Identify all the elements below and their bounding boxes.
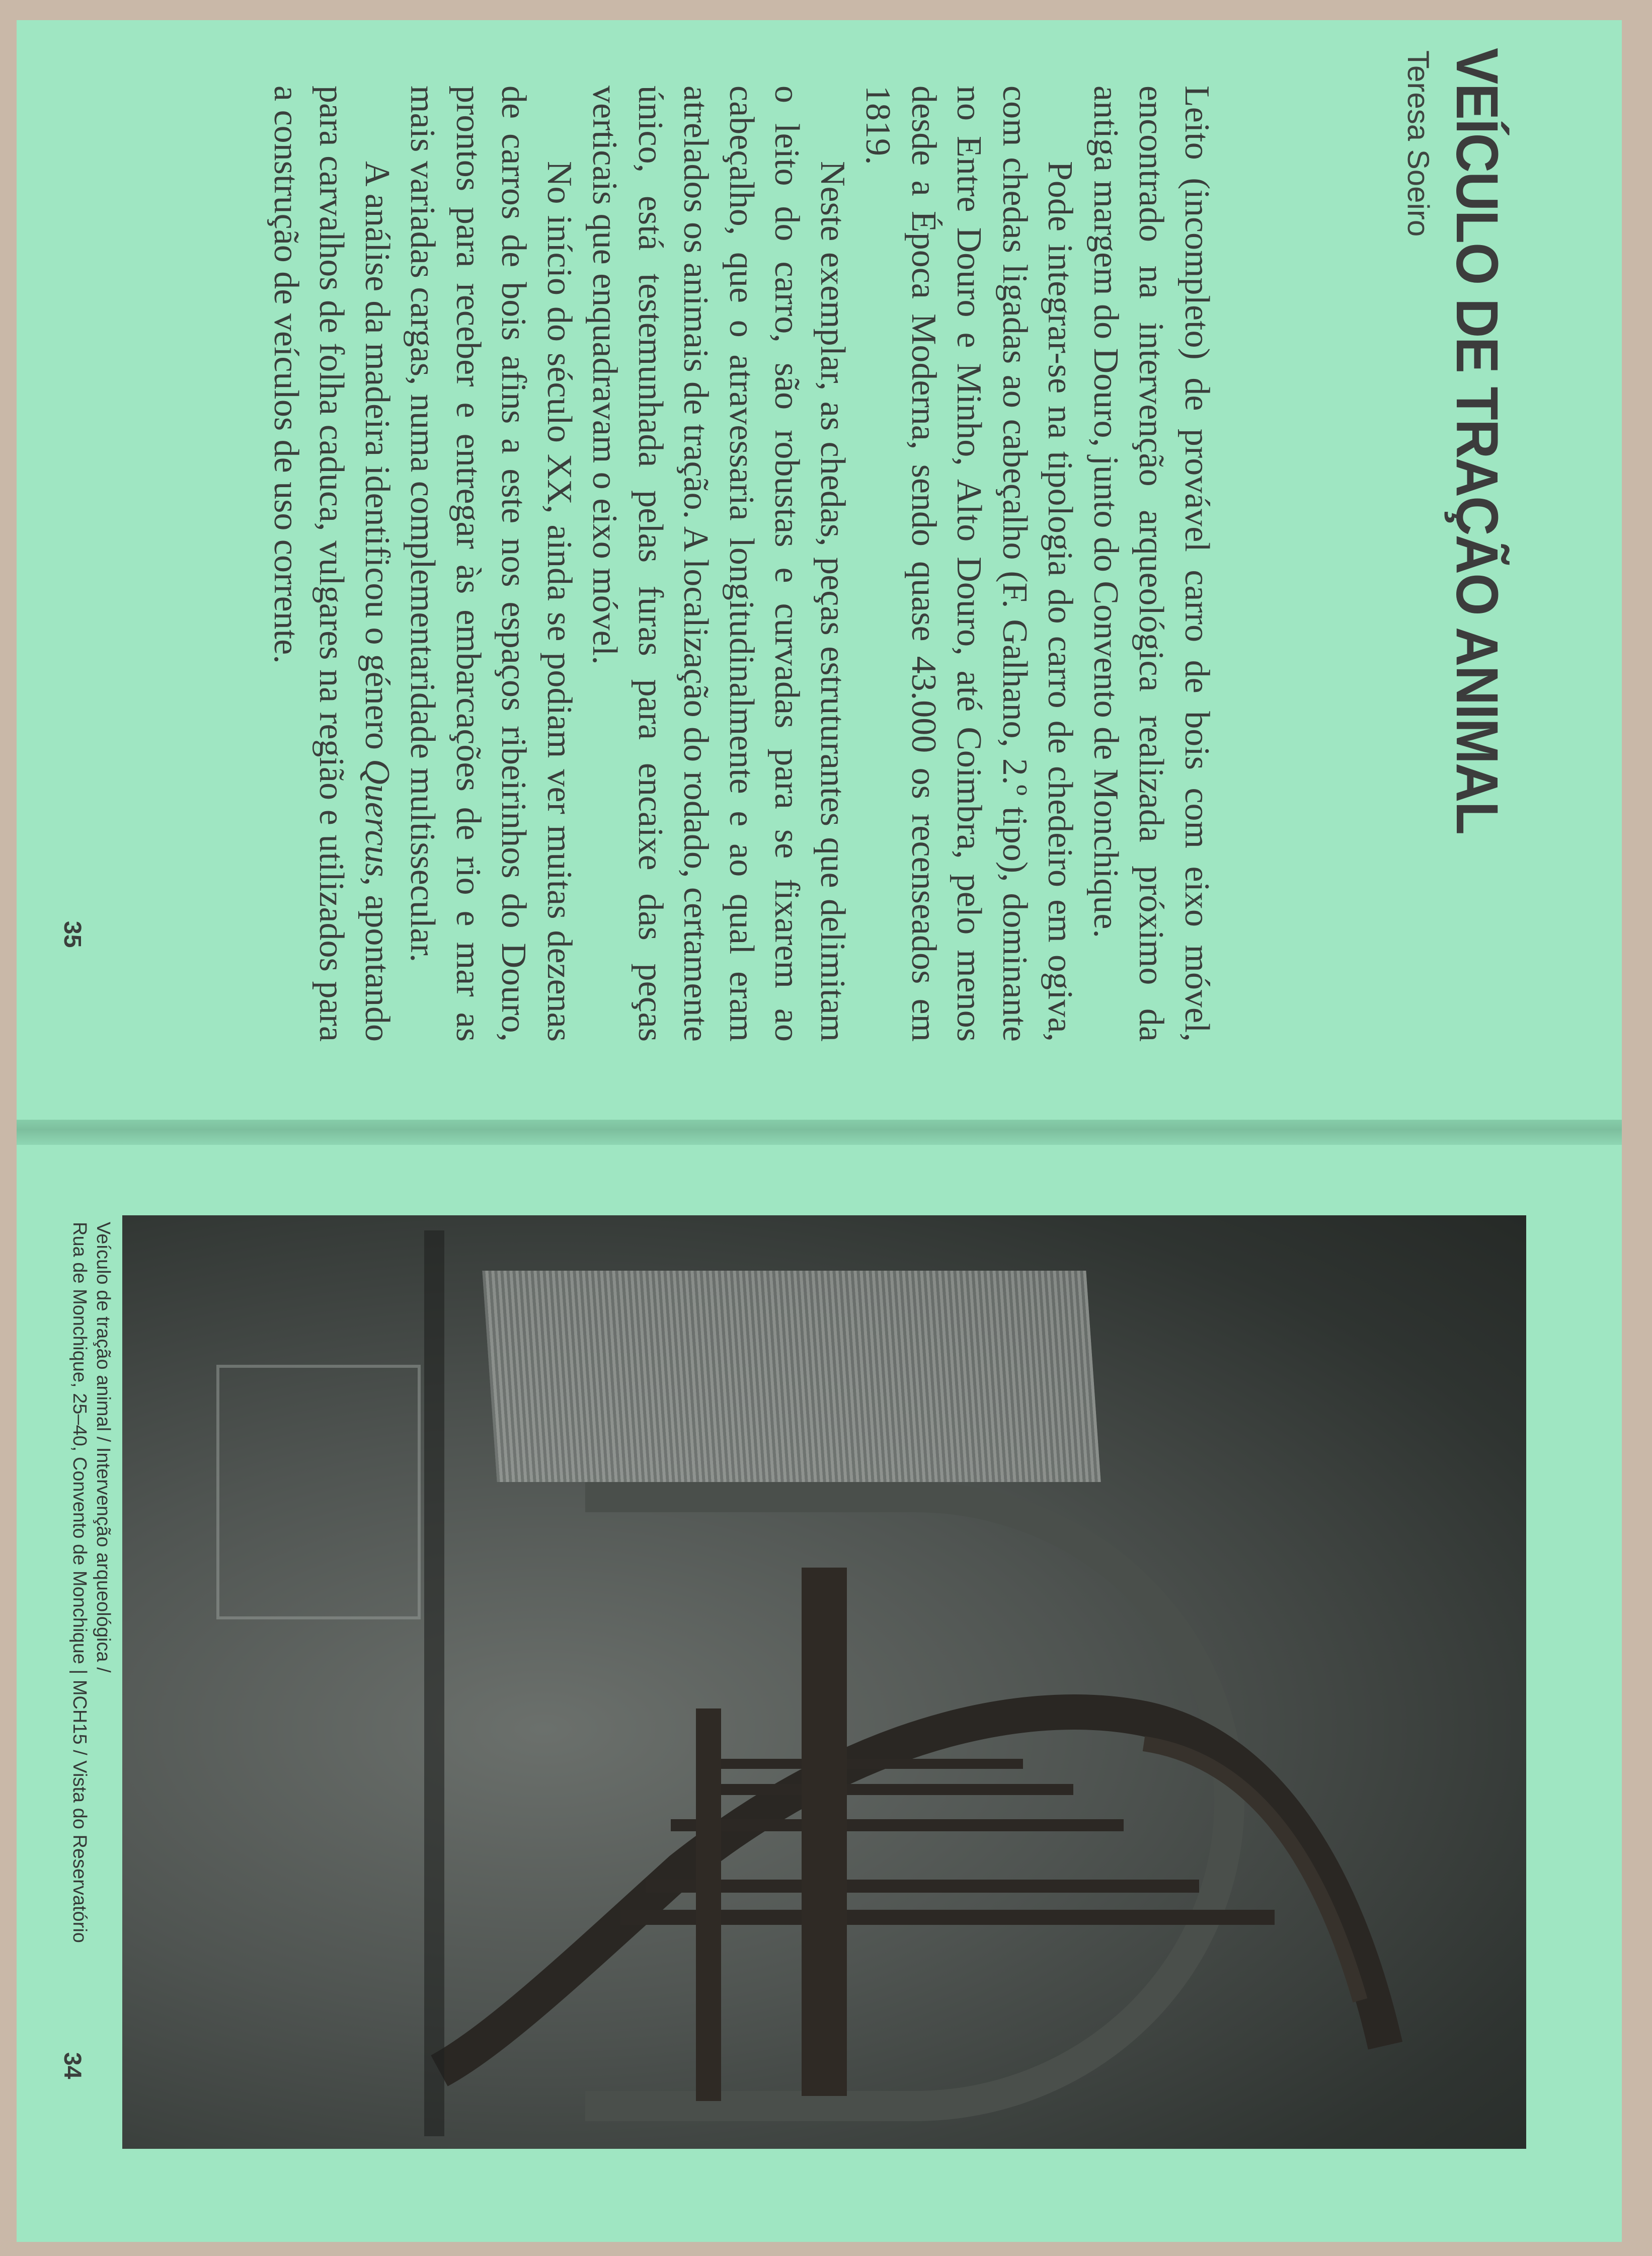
article-author: Teresa Soeiro: [1401, 50, 1435, 237]
book-gutter: [17, 1120, 1622, 1145]
article-body: [263, 86, 1220, 1042]
page-number-right: 35: [59, 921, 86, 948]
paragraph-text: , apontando para carvalhos de folha caduca, vulgares na região e utilizados para a construção de veículos de uso corrente.: [267, 86, 397, 1042]
article-title: VEÍCULO DE TRAÇÃO ANIMAL: [1444, 48, 1510, 834]
paragraph-last: [263, 86, 400, 1042]
paragraph: No início do século XX, ainda se podiam ver muitas dezenas de carros de bois afins a este nos espaços ribeirinhos do Douro, prontos para receber e entregar às embarcações de rio e mar as mais variadas cargas, numa complementaridade multissecular.: [403, 86, 579, 1042]
exhibit-photo: [122, 1215, 1526, 2149]
paragraph: Pode integrar-se na tipologia do carro de chedeiro em ogiva, com chedas ligadas ao cabeçalho (F. Galhano, 2.º tipo), dominante no Entre Douro e Minho, Alto Douro, até Coimbra, pelo menos desde a Época Moderna, sendo quase 43.000 os recenseados em 1819.: [858, 86, 1080, 1042]
cart-frame-image: [122, 1215, 1526, 2149]
photo-caption: [67, 1222, 115, 1977]
paragraph: Neste exemplar, as chedas, peças estruturantes que delimitam o leito do carro, são robustas e curvadas para se fixarem ao cabeçalho, que o atravessaria longitudinalmente e ao qual eram atrelados os animais de tração. A localização do rodado, certamente único, está testemunhada pelas furas para encaixe das peças verticais que enquadravam o eixo móvel.: [585, 86, 852, 1042]
paragraph-text: A análise da madeira identificou o género: [358, 161, 397, 759]
paragraph: Leito (incompleto) de provável carro de bois com eixo móvel, encontrado na intervenção arqueológica realizada próximo da antiga margem do Douro, junto do Convento de Monchique.: [1086, 86, 1216, 1042]
caption-line: Rua de Monchique, 25–40, Convento de Monchique | MCH15 / Vista do Reservatório: [69, 1222, 90, 1943]
caption-line: Veículo de tração animal / Intervenção arqueológica /: [93, 1222, 114, 1673]
genus-name: Quercus: [358, 759, 397, 877]
page-number-left: 34: [59, 2052, 86, 2079]
